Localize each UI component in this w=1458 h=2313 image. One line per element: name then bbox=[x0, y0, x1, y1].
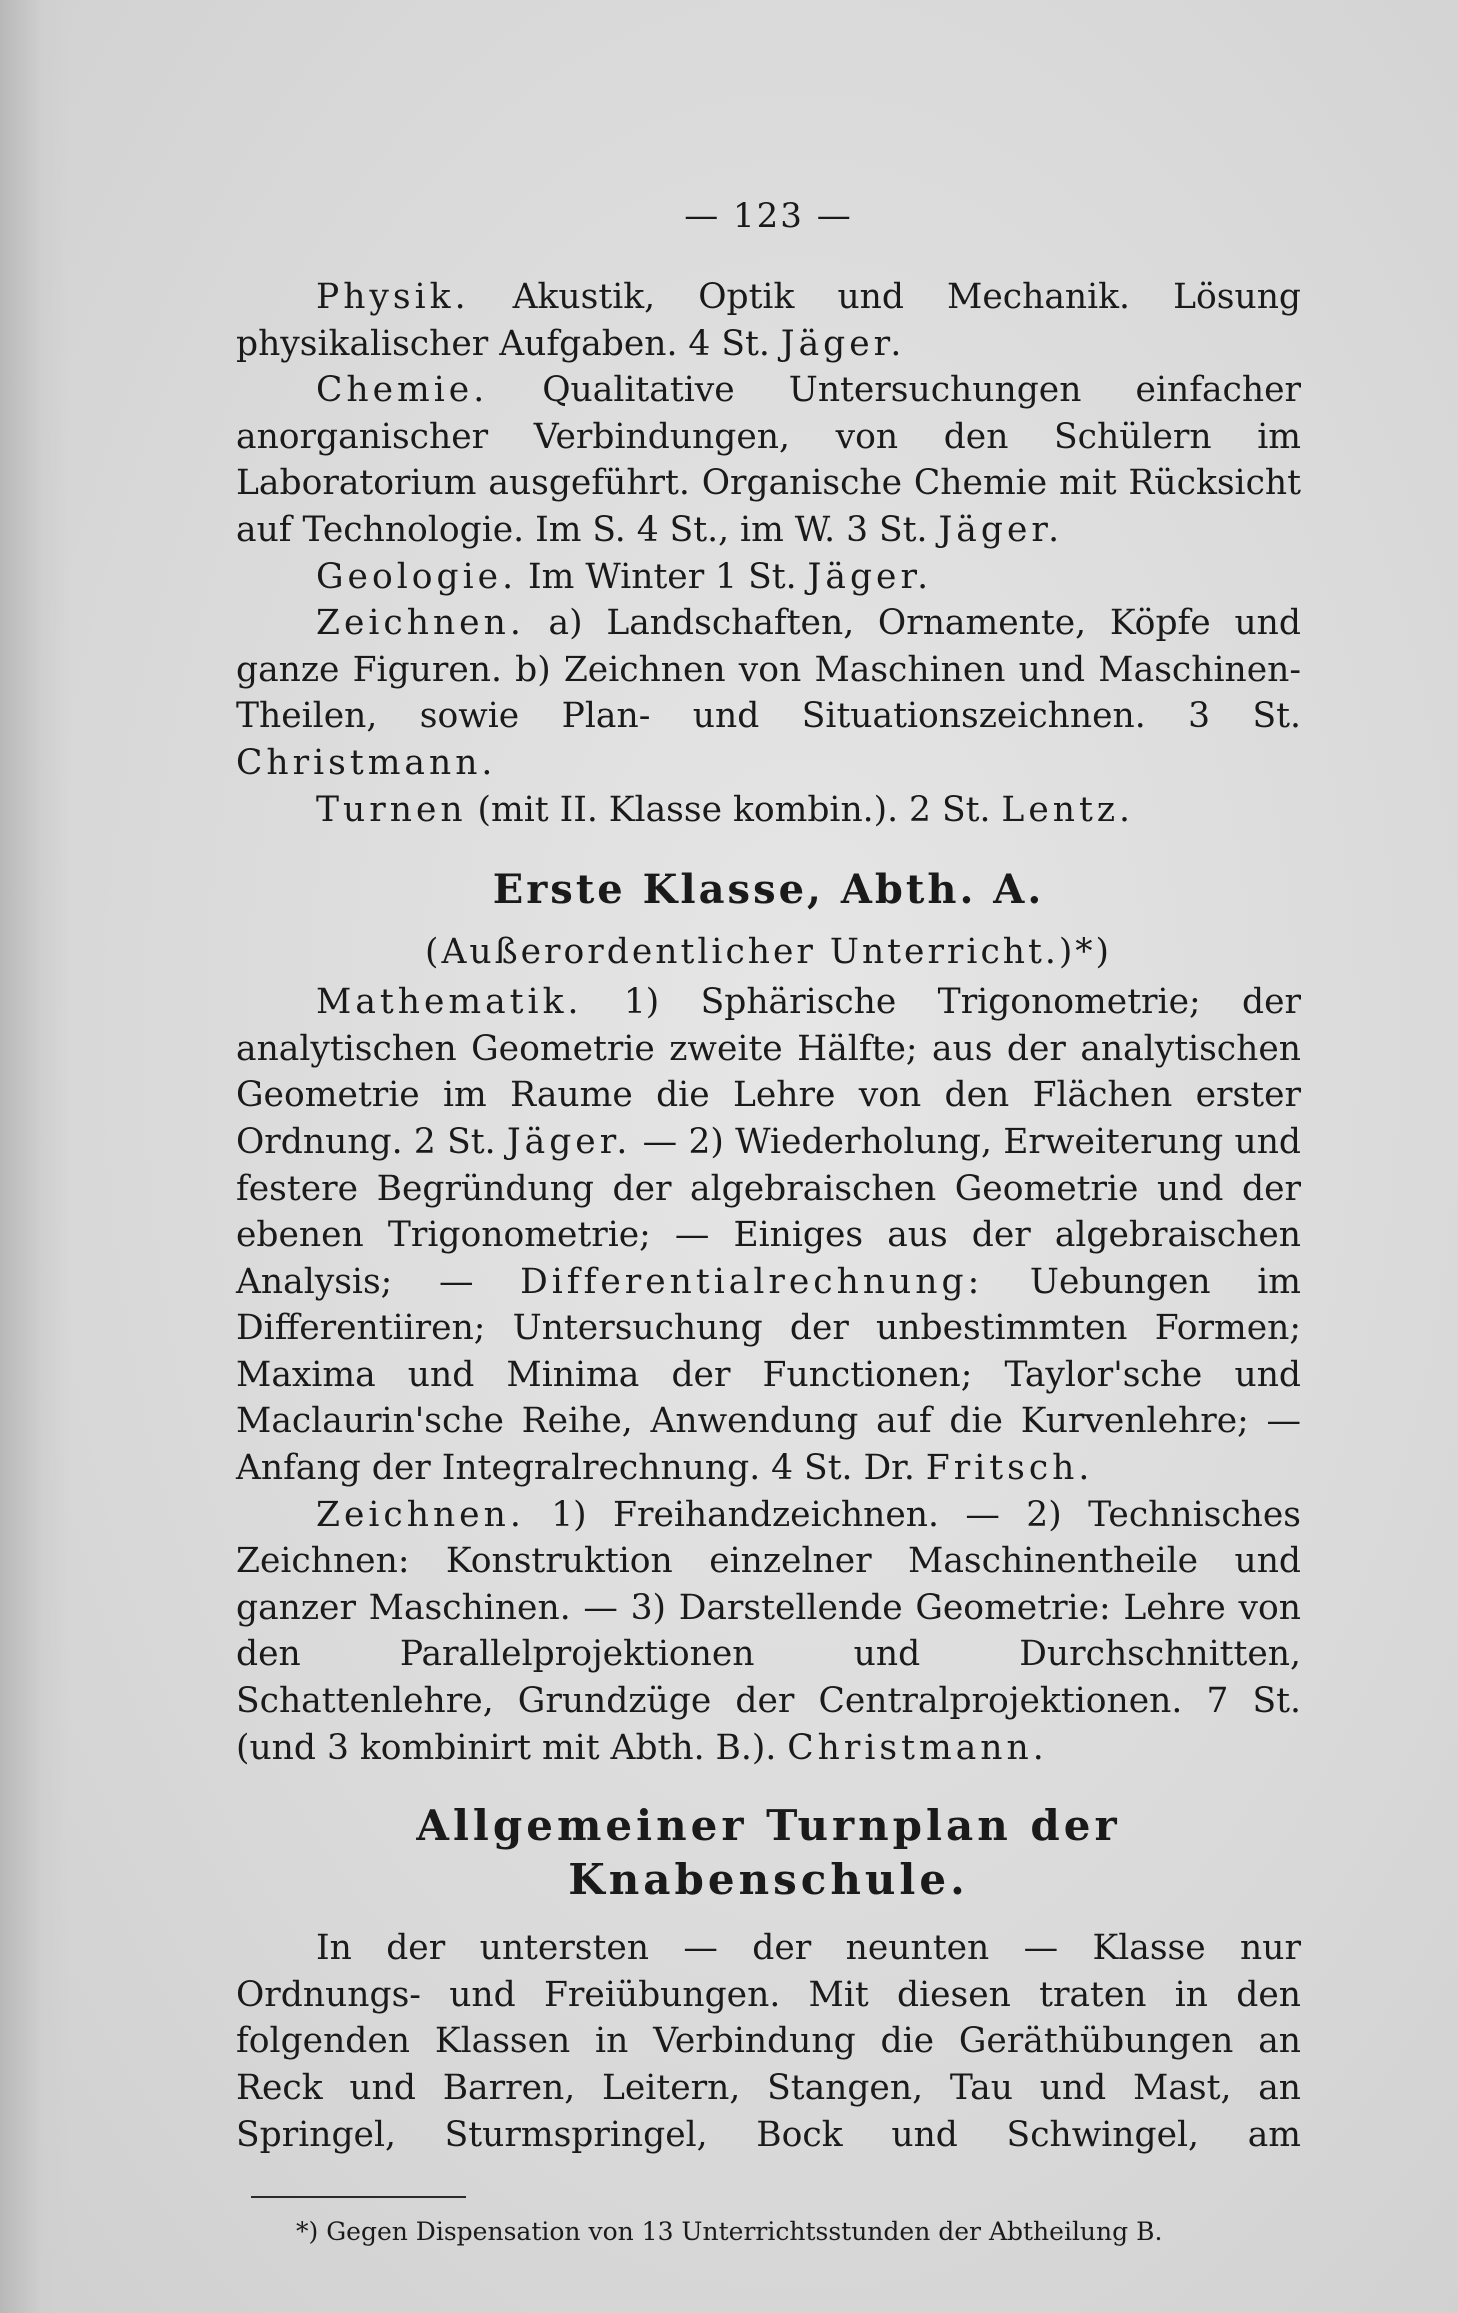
chemie-heading: Chemie. bbox=[316, 370, 489, 411]
physik-paragraph bbox=[236, 274, 1301, 367]
mathematik-text-1: 1) Sphärische Trigonometrie; der analytischen Geometrie zweite Hälfte; aus der analytischen Geometrie im Raume die Lehre von den Flächen erster Ordnung. 2 St. bbox=[236, 982, 1301, 1162]
geologie-text: Im Winter 1 St. bbox=[517, 556, 808, 597]
turnplan-paragraph: In der untersten — der neunten — Klasse nur Ordnungs- und Freiübungen. Mit diesen traten in den folgenden Klassen in Verbindung die Geräthübungen an Reck und Barren, Leitern, Stangen, Tau und Mast, an Springel, Sturmspringel, Bock und Schwingel, am bbox=[236, 1928, 1301, 2155]
zeichnen-text-2: 1) Freihandzeichnen. — 2) Technisches Zeichnen: Konstruktion einzelner Maschinentheile und ganzer Maschinen. — 3) Darstellende Geometrie: Lehre von den Parallelprojektionen und Durchschnitten, Schattenlehre, Grundzüge der Centralprojektionen. 7 St. (und 3 kombinirt mit Abth. B.). bbox=[236, 1494, 1301, 1768]
mathematik-heading: Mathematik. bbox=[316, 982, 583, 1023]
zeichnen-teacher-1: Christmann. bbox=[236, 742, 497, 783]
geologie-paragraph bbox=[236, 554, 1301, 601]
section-title: Erste Klasse, Abth. A. bbox=[492, 866, 1045, 914]
page-number: — 123 — bbox=[684, 196, 853, 236]
turnen-text: (mit II. Klasse kombin.). 2 St. bbox=[466, 789, 1002, 830]
mathematik-teacher-1: Jäger. bbox=[506, 1121, 632, 1162]
chemie-teacher: Jäger. bbox=[938, 509, 1064, 550]
mathematik-text-2: — 2) Wiederholung, Erweiterung und festere Begründung der algebraischen Geometrie und der ebenen Trigonometrie; — Einiges aus der algebraischen Analysis; — bbox=[236, 1121, 1301, 1302]
chemie-text: Qualitative Untersuchungen einfacher anorganischer Verbindungen, von den Schülern im Laboratorium ausgeführt. Organische Chemie mit Rücksicht auf Technologie. Im S. 4 St., im W. 3 St. bbox=[236, 370, 1301, 550]
zeichnen-paragraph-2 bbox=[236, 1492, 1301, 1772]
zeichnen-teacher-2: Christmann. bbox=[787, 1727, 1048, 1768]
zeichnen-heading-2: Zeichnen. bbox=[316, 1494, 525, 1535]
chemie-paragraph bbox=[236, 367, 1301, 553]
turnplan-title: Allgemeiner Turnplan der Knabenschule. bbox=[416, 1801, 1121, 1905]
physik-heading: Physik. bbox=[316, 277, 470, 317]
footnote-divider bbox=[251, 2196, 466, 2198]
mathematik-text-3: Uebungen im Differentiiren; Untersuchung der unbestimmten Formen; Maxima und Minima der Functionen; Taylor'sche und Maclaurin'sche Reihe, Anwendung auf die Kurvenlehre; — Anfang der Integralrechnung. 4 St. Dr. bbox=[236, 1261, 1302, 1489]
mathematik-paragraph bbox=[236, 979, 1301, 1492]
zeichnen-paragraph-1 bbox=[236, 600, 1301, 786]
zeichnen-heading-1: Zeichnen. bbox=[316, 603, 525, 644]
zeichnen-text-1: a) Landschaften, Ornamente, Köpfe und ganze Figuren. b) Zeichnen von Maschinen und Maschinen-Theilen, sowie Plan- und Situationszeichnen. 3 St. bbox=[236, 603, 1301, 737]
page-text bbox=[236, 196, 1301, 2248]
physik-text: Akustik, Optik und Mechanik. Lösung physikalischer Aufgaben. 4 St. bbox=[236, 277, 1301, 364]
section-subtitle: (Außerordentlicher Unterricht.)*) bbox=[424, 932, 1113, 973]
turnen-paragraph bbox=[236, 787, 1301, 834]
physik-teacher: Jäger. bbox=[780, 323, 906, 364]
mathematik-teacher-2: Fritsch. bbox=[925, 1448, 1094, 1489]
turnen-teacher: Lentz. bbox=[1001, 789, 1134, 830]
turnen-heading: Turnen bbox=[316, 789, 467, 830]
footnote: *) Gegen Dispensation von 13 Unterrichtsstunden der Abtheilung B. bbox=[296, 2217, 1163, 2247]
binding-shadow bbox=[0, 0, 70, 2313]
geologie-heading: Geologie. bbox=[316, 556, 518, 597]
geologie-teacher: Jäger. bbox=[807, 556, 933, 597]
mathematik-term: Differentialrechnung: bbox=[520, 1261, 984, 1302]
